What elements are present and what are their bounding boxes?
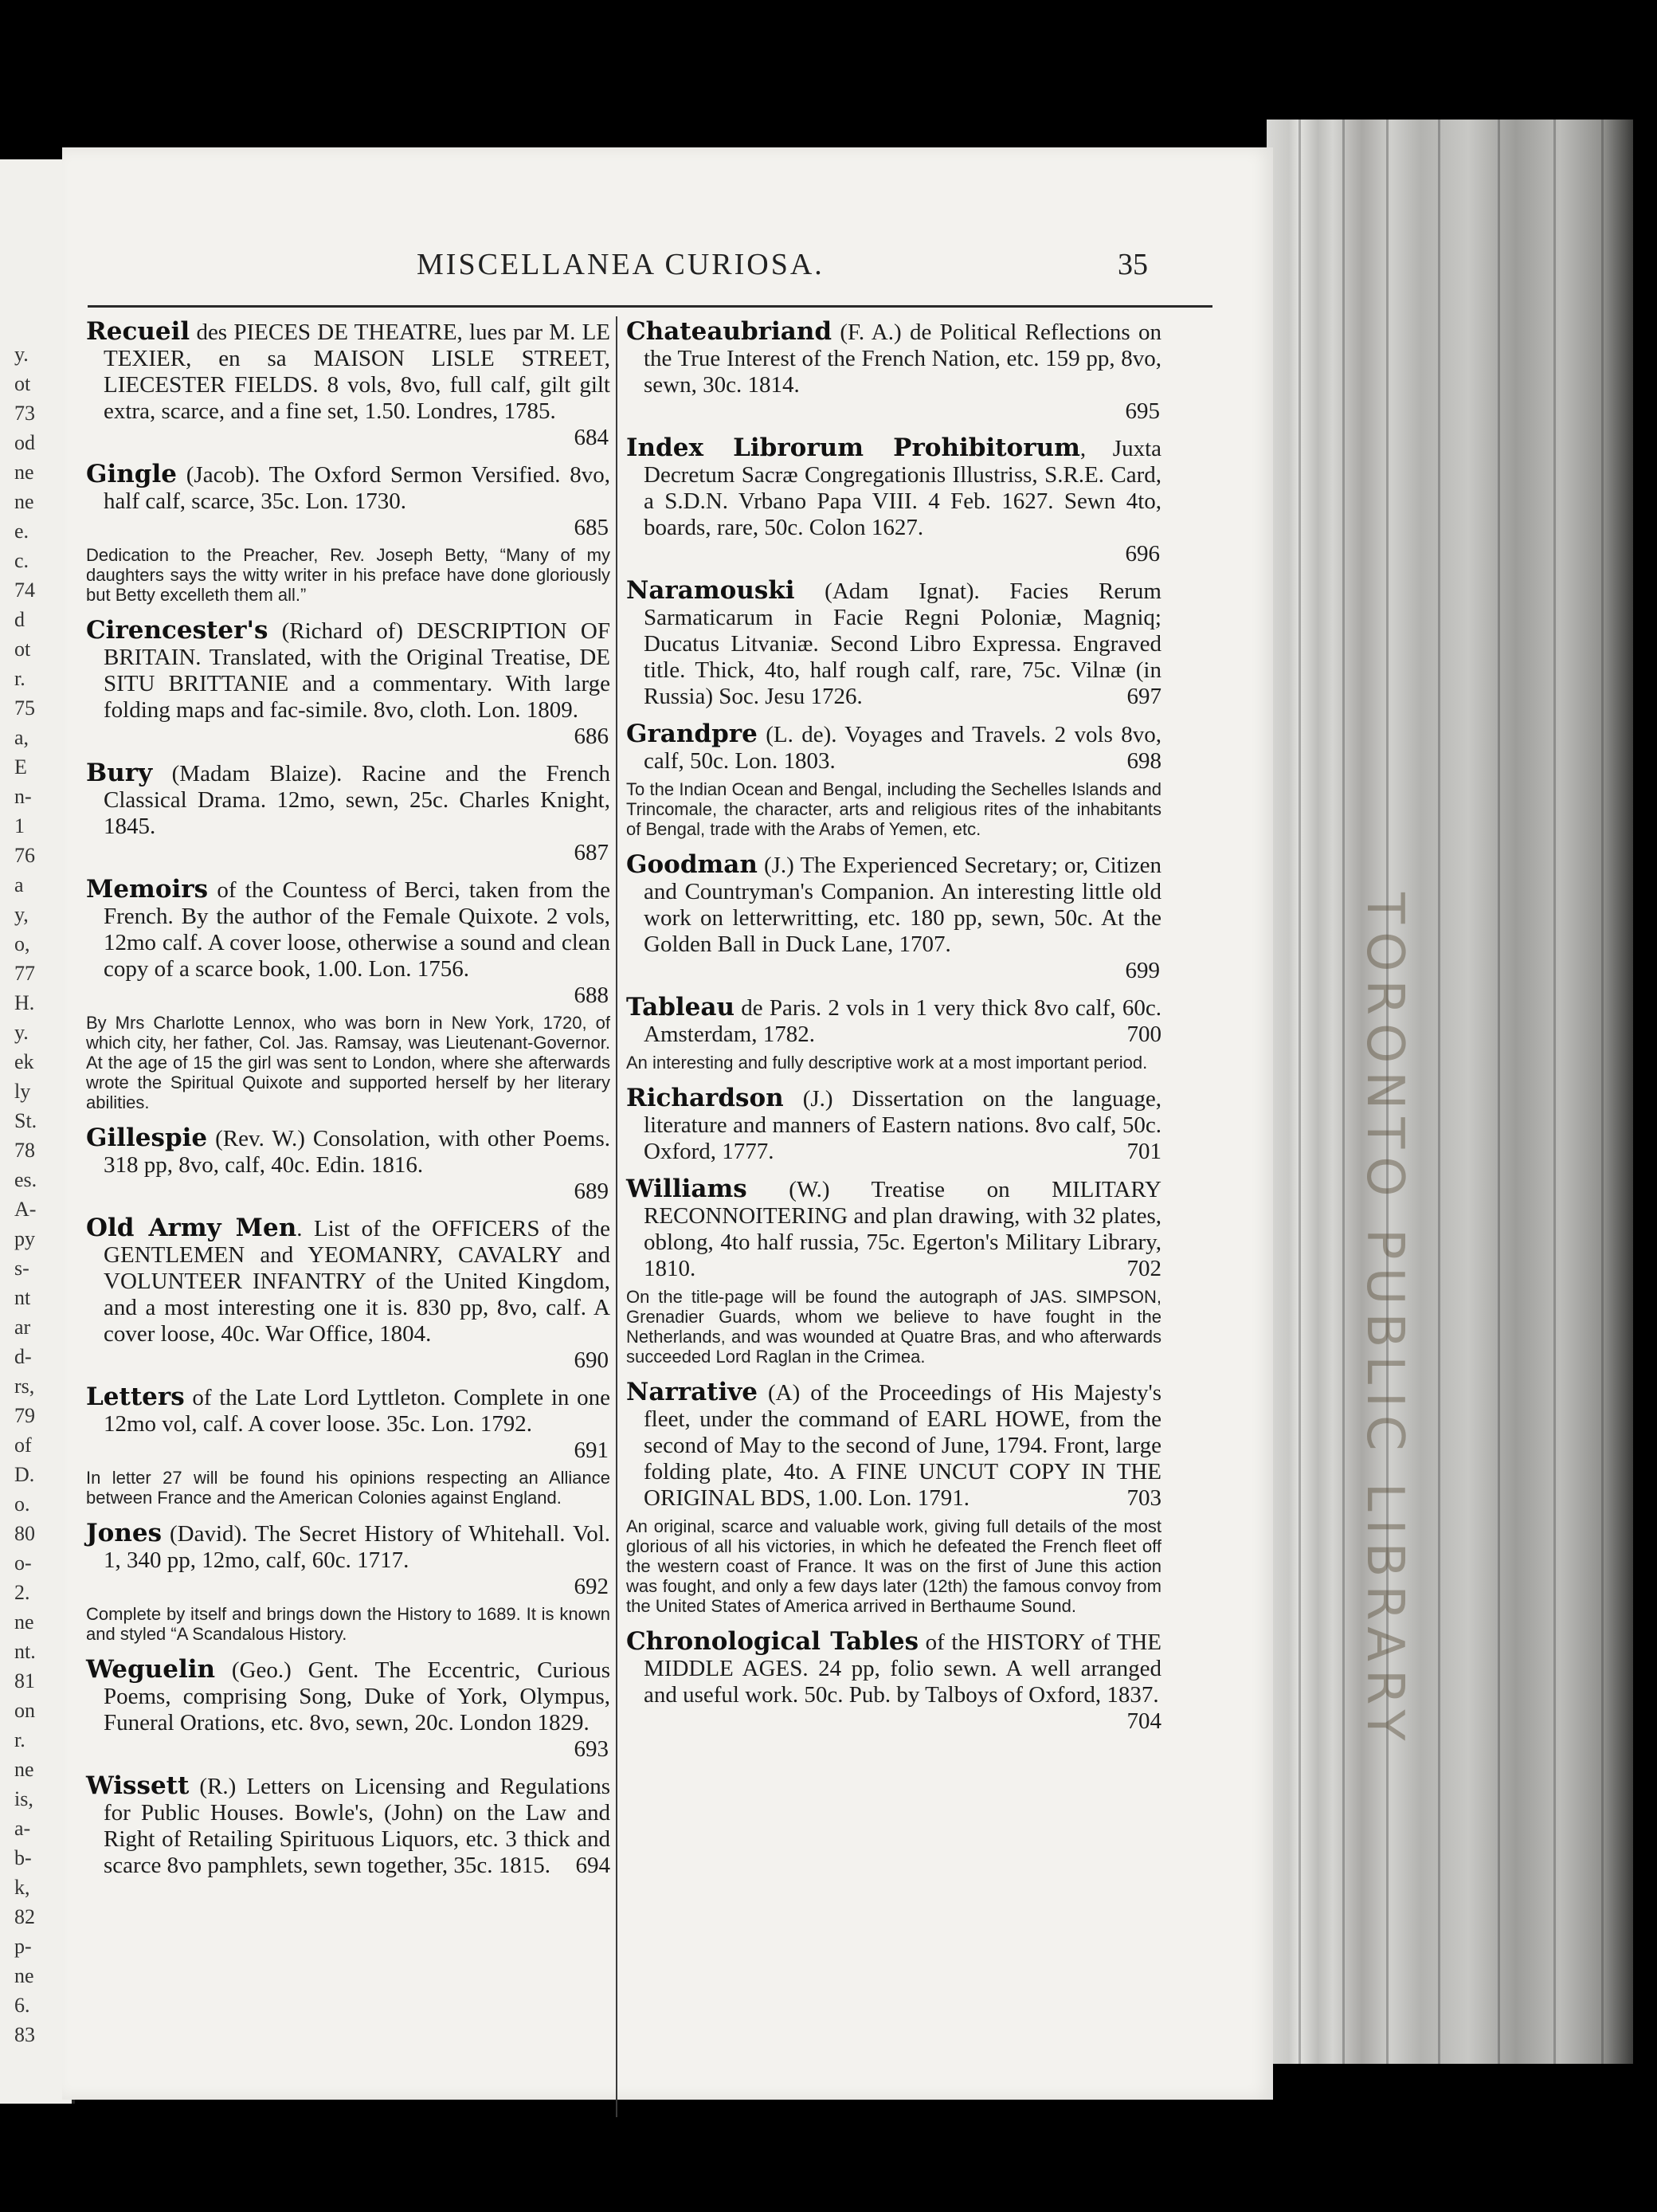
sliver-text-fragment: 80 [14, 1522, 35, 1545]
sliver-text-fragment: o- [14, 1551, 32, 1575]
entry-keyword: Index Librorum Prohibitorum [626, 433, 1080, 462]
entry-body [86, 461, 610, 515]
lot-number: 691 [574, 1437, 609, 1463]
entry-note: An interesting and fully descriptive work at a most important period. [626, 1053, 1148, 1073]
lot-number: 699 [1125, 958, 1160, 983]
sliver-text-fragment: rs, [14, 1375, 35, 1398]
entry-body [86, 760, 610, 840]
sliver-text-fragment: nt. [14, 1640, 36, 1663]
entry-text: (R.) Letters on Licensing and Regulations for Public Houses. Bowle's, (John) on the Law and Right of Retailing Spirituous Liquors, etc. 3 thick and scarce 8vo pamphlets, sewn together, 35c. 1815. [104, 1774, 610, 1878]
sliver-text-fragment: s- [14, 1257, 29, 1280]
catalogue-entry [626, 852, 1161, 983]
running-head [62, 247, 1273, 295]
catalogue-entry [86, 1215, 610, 1373]
catalogue-entry [626, 1627, 1161, 1734]
entry-body [86, 1215, 610, 1347]
catalogue-entry [626, 578, 1161, 710]
catalogue-entry [626, 1176, 1161, 1367]
catalogue-entry [86, 618, 610, 749]
entry-note: To the Indian Ocean and Bengal, including the Sechelles Islands and Trincomale, the character, arts and religious rites of the inhabitants of Bengal, trade with the Arabs of Yemen, etc. [626, 779, 1161, 839]
sliver-text-fragment: d- [14, 1345, 32, 1368]
entry-note: By Mrs Charlotte Lennox, who was born in New York, 1720, of which city, her father, Col. Jas. Ramsay, was Lieutenant-Governor. At the age of 15 the girl was sent to London, where she afterwards wrote the Spiritual Quixote and supported herself by her literary abilities. [86, 1013, 610, 1112]
entry-text: (A) of the Proceedings of His Majesty's fleet, under the command of EARL HOWE, from the second of May to the second of June, 1794. Front, large folding plate, 4to. A FINE UNCUT COPY IN THE ORIGINAL BDS, 1.00. Lon. 1791. [644, 1380, 1161, 1511]
sliver-text-fragment: k, [14, 1876, 30, 1899]
sliver-text-fragment: d [14, 608, 25, 631]
sliver-text-fragment: ne [14, 490, 34, 513]
sliver-text-fragment: 83 [14, 2023, 35, 2046]
entry-keyword: Bury [86, 759, 153, 787]
entry-keyword: Old Army Men [86, 1214, 297, 1242]
entry-body [626, 1085, 1161, 1165]
entry-body [86, 319, 610, 425]
header-rule [88, 305, 1212, 308]
sliver-text-fragment: ot [14, 372, 31, 395]
entry-text: (Rev. W.) Consolation, with other Poems. 318 pp, 8vo, calf, 40c. Edin. 1816. [104, 1126, 610, 1178]
catalogue-entry [86, 1657, 610, 1762]
lot-number: 696 [1125, 541, 1160, 567]
column-divider [616, 316, 617, 2117]
entry-text: (J.) The Experienced Secretary; or, Citizen and Countryman's Companion. An interesting little old work on letterwritting, etc. 180 pp, sewn, 50c. At the Golden Ball in Duck Lane, 1707. [644, 853, 1161, 957]
sliver-text-fragment: ar [14, 1316, 31, 1339]
lot-number: 692 [574, 1574, 609, 1599]
entry-keyword: Grandpre [626, 720, 758, 748]
sliver-text-fragment: es. [14, 1168, 37, 1191]
lot-number: 703 [1126, 1485, 1161, 1511]
sliver-text-fragment: a [14, 873, 24, 896]
entry-text: . List of the OFFICERS of the GENTLEMEN and YEOMANRY, CAVALRY and VOLUNTEER INFANTRY of the United Kingdom, and a most interesting one it is. 830 pp, 8vo, calf. A cover loose, 40c. War Office, 1804. [104, 1216, 610, 1347]
sliver-text-fragment: r. [14, 667, 25, 690]
entry-text: (J.) Dissertation on the language, literature and manners of Eastern nations. 8vo calf, 50c. Oxford, 1777. [644, 1086, 1161, 1164]
entry-keyword: Weguelin [86, 1655, 216, 1684]
entry-body [626, 852, 1161, 958]
entry-text: de Paris. 2 vols in 1 very thick 8vo calf, 60c. Amsterdam, 1782. [644, 995, 1161, 1047]
entry-body [86, 877, 610, 982]
entry-keyword: Letters [86, 1382, 185, 1411]
entry-body [86, 1384, 610, 1437]
sliver-text-fragment: 81 [14, 1669, 35, 1692]
entry-body [86, 1773, 610, 1879]
sliver-text-fragment: 77 [14, 962, 35, 985]
entry-text: of the Countess of Berci, taken from the French. By the author of the Female Quixote. 2 vols, 12mo calf. A cover loose, otherwise a sound and clean copy of a scarce book, 1.00. Lon. 1756. [104, 877, 610, 982]
sliver-text-fragment: ne [14, 1610, 34, 1634]
entry-note: An original, scarce and valuable work, giving full details of the most glorious of all his victories, in which he defeated the French fleet off the western coast of France. It was on the first of June this action was fought, and only a few days later (12th) the famous convoy from the United States of America arrived in Berthaume Sound. [626, 1516, 1161, 1616]
lot-number: 684 [574, 425, 609, 450]
entry-body [626, 1379, 1161, 1512]
lot-number: 697 [1126, 684, 1161, 709]
entry-body [86, 1125, 610, 1179]
lot-number: 688 [574, 982, 609, 1008]
entry-text: , Juxta Decretum Sacræ Congregationis Illustriss, S.R.E. Card, a S.D.N. Vrbano Papa VIII. 4 Feb. 1627. Sewn 4to, boards, rare, 50c. Colon 1627. [644, 436, 1161, 540]
lot-number: 700 [1126, 1022, 1161, 1047]
sliver-text-fragment: 74 [14, 578, 35, 602]
lot-number: 698 [1126, 748, 1161, 774]
sliver-text-fragment: ne [14, 1758, 34, 1781]
lot-number: 702 [1126, 1256, 1161, 1281]
entry-body [626, 435, 1161, 541]
sliver-text-fragment: e. [14, 520, 29, 543]
sliver-text-fragment: St. [14, 1109, 37, 1132]
entry-body [86, 618, 610, 724]
sliver-text-fragment: y, [14, 903, 29, 926]
sliver-text-fragment: 73 [14, 402, 35, 425]
sliver-text-fragment: 75 [14, 696, 35, 720]
catalogue-entry [626, 1379, 1161, 1616]
sliver-text-fragment: ly [14, 1080, 31, 1103]
sliver-text-fragment: nt [14, 1286, 31, 1309]
catalogue-entry [626, 994, 1161, 1073]
book-page-edges [1267, 120, 1633, 2064]
lot-number: 695 [1125, 398, 1160, 424]
sliver-text-fragment: 79 [14, 1404, 35, 1427]
catalogue-entry [86, 877, 610, 1112]
sliver-text-fragment: r. [14, 1728, 25, 1751]
entry-keyword: Goodman [626, 850, 758, 879]
library-stamp: TORONTO PUBLIC LIBRARY [1355, 892, 1414, 1749]
entry-note: In letter 27 will be found his opinions respecting an Alliance between France and the American Colonies against England. [86, 1468, 610, 1508]
sliver-text-fragment: p- [14, 1935, 32, 1958]
sliver-text-fragment: ne [14, 461, 34, 484]
sliver-text-fragment: 82 [14, 1905, 35, 1928]
entry-text: (Richard of) DESCRIPTION OF BRITAIN. Translated, with the Original Treatise, DE SITU BRITTANIE and a commentary. With large folding maps and fac-simile. 8vo, cloth. Lon. 1809. [104, 618, 610, 723]
catalogue-entry [86, 319, 610, 450]
entry-keyword: Recueil [86, 317, 190, 346]
left-column [86, 319, 610, 1890]
catalogue-entry [626, 721, 1161, 839]
entry-keyword: Tableau [626, 993, 734, 1022]
lot-number: 686 [574, 724, 609, 749]
entry-text: des PIECES DE THEATRE, lues par M. LE TEXIER, en sa MAISON LISLE STREET, LIECESTER FIELDS. 8 vols, 8vo, full calf, gilt gilt extra, scarce, and a fine set, 1.50. Londres, 1785. [104, 320, 610, 424]
sliver-text-fragment: py [14, 1227, 35, 1250]
sliver-text-fragment: ne [14, 1964, 34, 1987]
catalogue-entry [86, 1520, 610, 1644]
entry-text: (Adam Ignat). Facies Rerum Sarmaticarum in Facie Regni Poloniæ, Magniq; Ducatus Litvaniæ. Second Libro Expressa. Engraved title. Thick, 4to, half rough calf, rare, 75c. Vilnæ (in Russia) Soc. Jesu 1726. [644, 578, 1161, 709]
catalogue-entry [86, 1773, 610, 1879]
sliver-text-fragment: 76 [14, 844, 35, 867]
entry-text: (Jacob). The Oxford Sermon Versified. 8vo, half calf, scarce, 35c. Lon. 1730. [104, 462, 610, 514]
sliver-text-fragment: of [14, 1433, 32, 1457]
entry-text: (Geo.) Gent. The Eccentric, Curious Poems, comprising Song, Duke of York, Olympus, Funeral Orations, etc. 8vo, sewn, 20c. London 1829. [104, 1657, 610, 1735]
right-column [626, 319, 1161, 1735]
sliver-text-fragment: b- [14, 1846, 32, 1869]
sliver-text-fragment: 2. [14, 1581, 30, 1604]
page-title: MISCELLANEA CURIOSA. [417, 248, 825, 281]
entry-text: (L. de). Voyages and Travels. 2 vols 8vo, calf, 50c. Lon. 1803. [644, 722, 1161, 774]
lot-number: 701 [1126, 1139, 1161, 1164]
sliver-text-fragment: 1 [14, 814, 25, 837]
catalogue-page [62, 147, 1273, 2100]
sliver-text-fragment: y. [14, 1021, 29, 1044]
entry-note: Complete by itself and brings down the History to 1689. It is known and styled “A Scandalous History. [86, 1604, 610, 1644]
entry-keyword: Wissett [86, 1771, 190, 1800]
sliver-text-fragment: E [14, 755, 27, 779]
sliver-text-fragment: A- [14, 1198, 37, 1221]
entry-body [626, 994, 1161, 1048]
lot-number: 694 [575, 1853, 610, 1878]
sliver-text-fragment: c. [14, 549, 29, 572]
entry-keyword: Naramouski [626, 576, 795, 605]
lot-number: 687 [574, 840, 609, 865]
entry-body [626, 578, 1161, 710]
entry-text: of the HISTORY of THE MIDDLE AGES. 24 pp, folio sewn. A well arranged and useful work. 50c. Pub. by Talboys of Oxford, 1837. [644, 1630, 1161, 1708]
lot-number: 689 [574, 1179, 609, 1204]
entry-text: of the Late Lord Lyttleton. Complete in one 12mo vol, calf. A cover loose. 35c. Lon. 1792. [104, 1385, 610, 1437]
catalogue-entry [86, 461, 610, 605]
sliver-text-fragment: o. [14, 1492, 30, 1516]
catalogue-entry [86, 1384, 610, 1508]
catalogue-entry [86, 760, 610, 865]
entry-keyword: Chateaubriand [626, 317, 832, 346]
entry-body [86, 1657, 610, 1736]
entry-text: (F. A.) de Political Reflections on the True Interest of the French Nation, etc. 159 pp, 8vo, sewn, 30c. 1814. [644, 320, 1161, 398]
entry-keyword: Gingle [86, 460, 177, 488]
catalogue-entry [626, 1085, 1161, 1165]
entry-keyword: Richardson [626, 1084, 784, 1112]
entry-note: Dedication to the Preacher, Rev. Joseph Betty, “Many of my daughters says the witty writer in his preface have done gloriously but Betty excelleth them all.” [86, 545, 610, 605]
entry-keyword: Cirencester's [86, 616, 268, 645]
catalogue-entry [86, 1125, 610, 1204]
sliver-text-fragment: ot [14, 637, 31, 661]
lot-number: 685 [574, 515, 609, 540]
sliver-text-fragment: is, [14, 1787, 33, 1810]
sliver-text-fragment: H. [14, 991, 35, 1014]
catalogue-entry [626, 319, 1161, 424]
sliver-text-fragment: od [14, 431, 35, 454]
entry-keyword: Gillespie [86, 1124, 208, 1152]
entry-body [626, 1627, 1161, 1734]
entry-body [626, 721, 1161, 775]
entry-keyword: Jones [86, 1519, 163, 1547]
lot-number: 693 [574, 1736, 609, 1762]
entry-body [626, 319, 1161, 398]
sliver-text-fragment: a- [14, 1817, 31, 1840]
sliver-text-fragment: a, [14, 726, 29, 749]
lot-number: 704 [1126, 1708, 1161, 1734]
sliver-text-fragment: 6. [14, 1994, 30, 2017]
sliver-text-fragment: o, [14, 932, 30, 955]
sliver-text-fragment: y. [14, 343, 29, 366]
sliver-text-fragment: n- [14, 785, 32, 808]
sliver-text-fragment: D. [14, 1463, 35, 1486]
entry-note: On the title-page will be found the autograph of JAS. SIMPSON, Grenadier Guards, whom we believe to have fought in the Netherlands, and was wounded at Quatre Bras, and who afterwards succeeded Lord Raglan in the Crimea. [626, 1287, 1161, 1367]
entry-keyword: Williams [626, 1175, 747, 1203]
entry-keyword: Chronological Tables [626, 1627, 919, 1656]
entry-text: (Madam Blaize). Racine and the French Classical Drama. 12mo, sewn, 25c. Charles Knight, 1845. [104, 761, 610, 839]
page-number: 35 [1118, 248, 1148, 281]
lot-number: 690 [574, 1347, 609, 1373]
sliver-text-fragment: 78 [14, 1139, 35, 1162]
entry-text: (David). The Secret History of Whitehall. Vol. 1, 340 pp, 12mo, calf, 60c. 1717. [104, 1521, 610, 1573]
sliver-text-fragment: ek [14, 1050, 34, 1073]
entry-body [626, 1176, 1161, 1282]
entry-body [86, 1520, 610, 1574]
entry-text: (W.) Treatise on MILITARY RECONNOITERING and plan drawing, with 32 plates, oblong, 4to half russia, 75c. Egerton's Military Library, 1810. [644, 1177, 1161, 1281]
entry-keyword: Memoirs [86, 875, 209, 904]
catalogue-entry [626, 435, 1161, 567]
sliver-text-fragment: on [14, 1699, 35, 1722]
entry-keyword: Narrative [626, 1378, 758, 1406]
